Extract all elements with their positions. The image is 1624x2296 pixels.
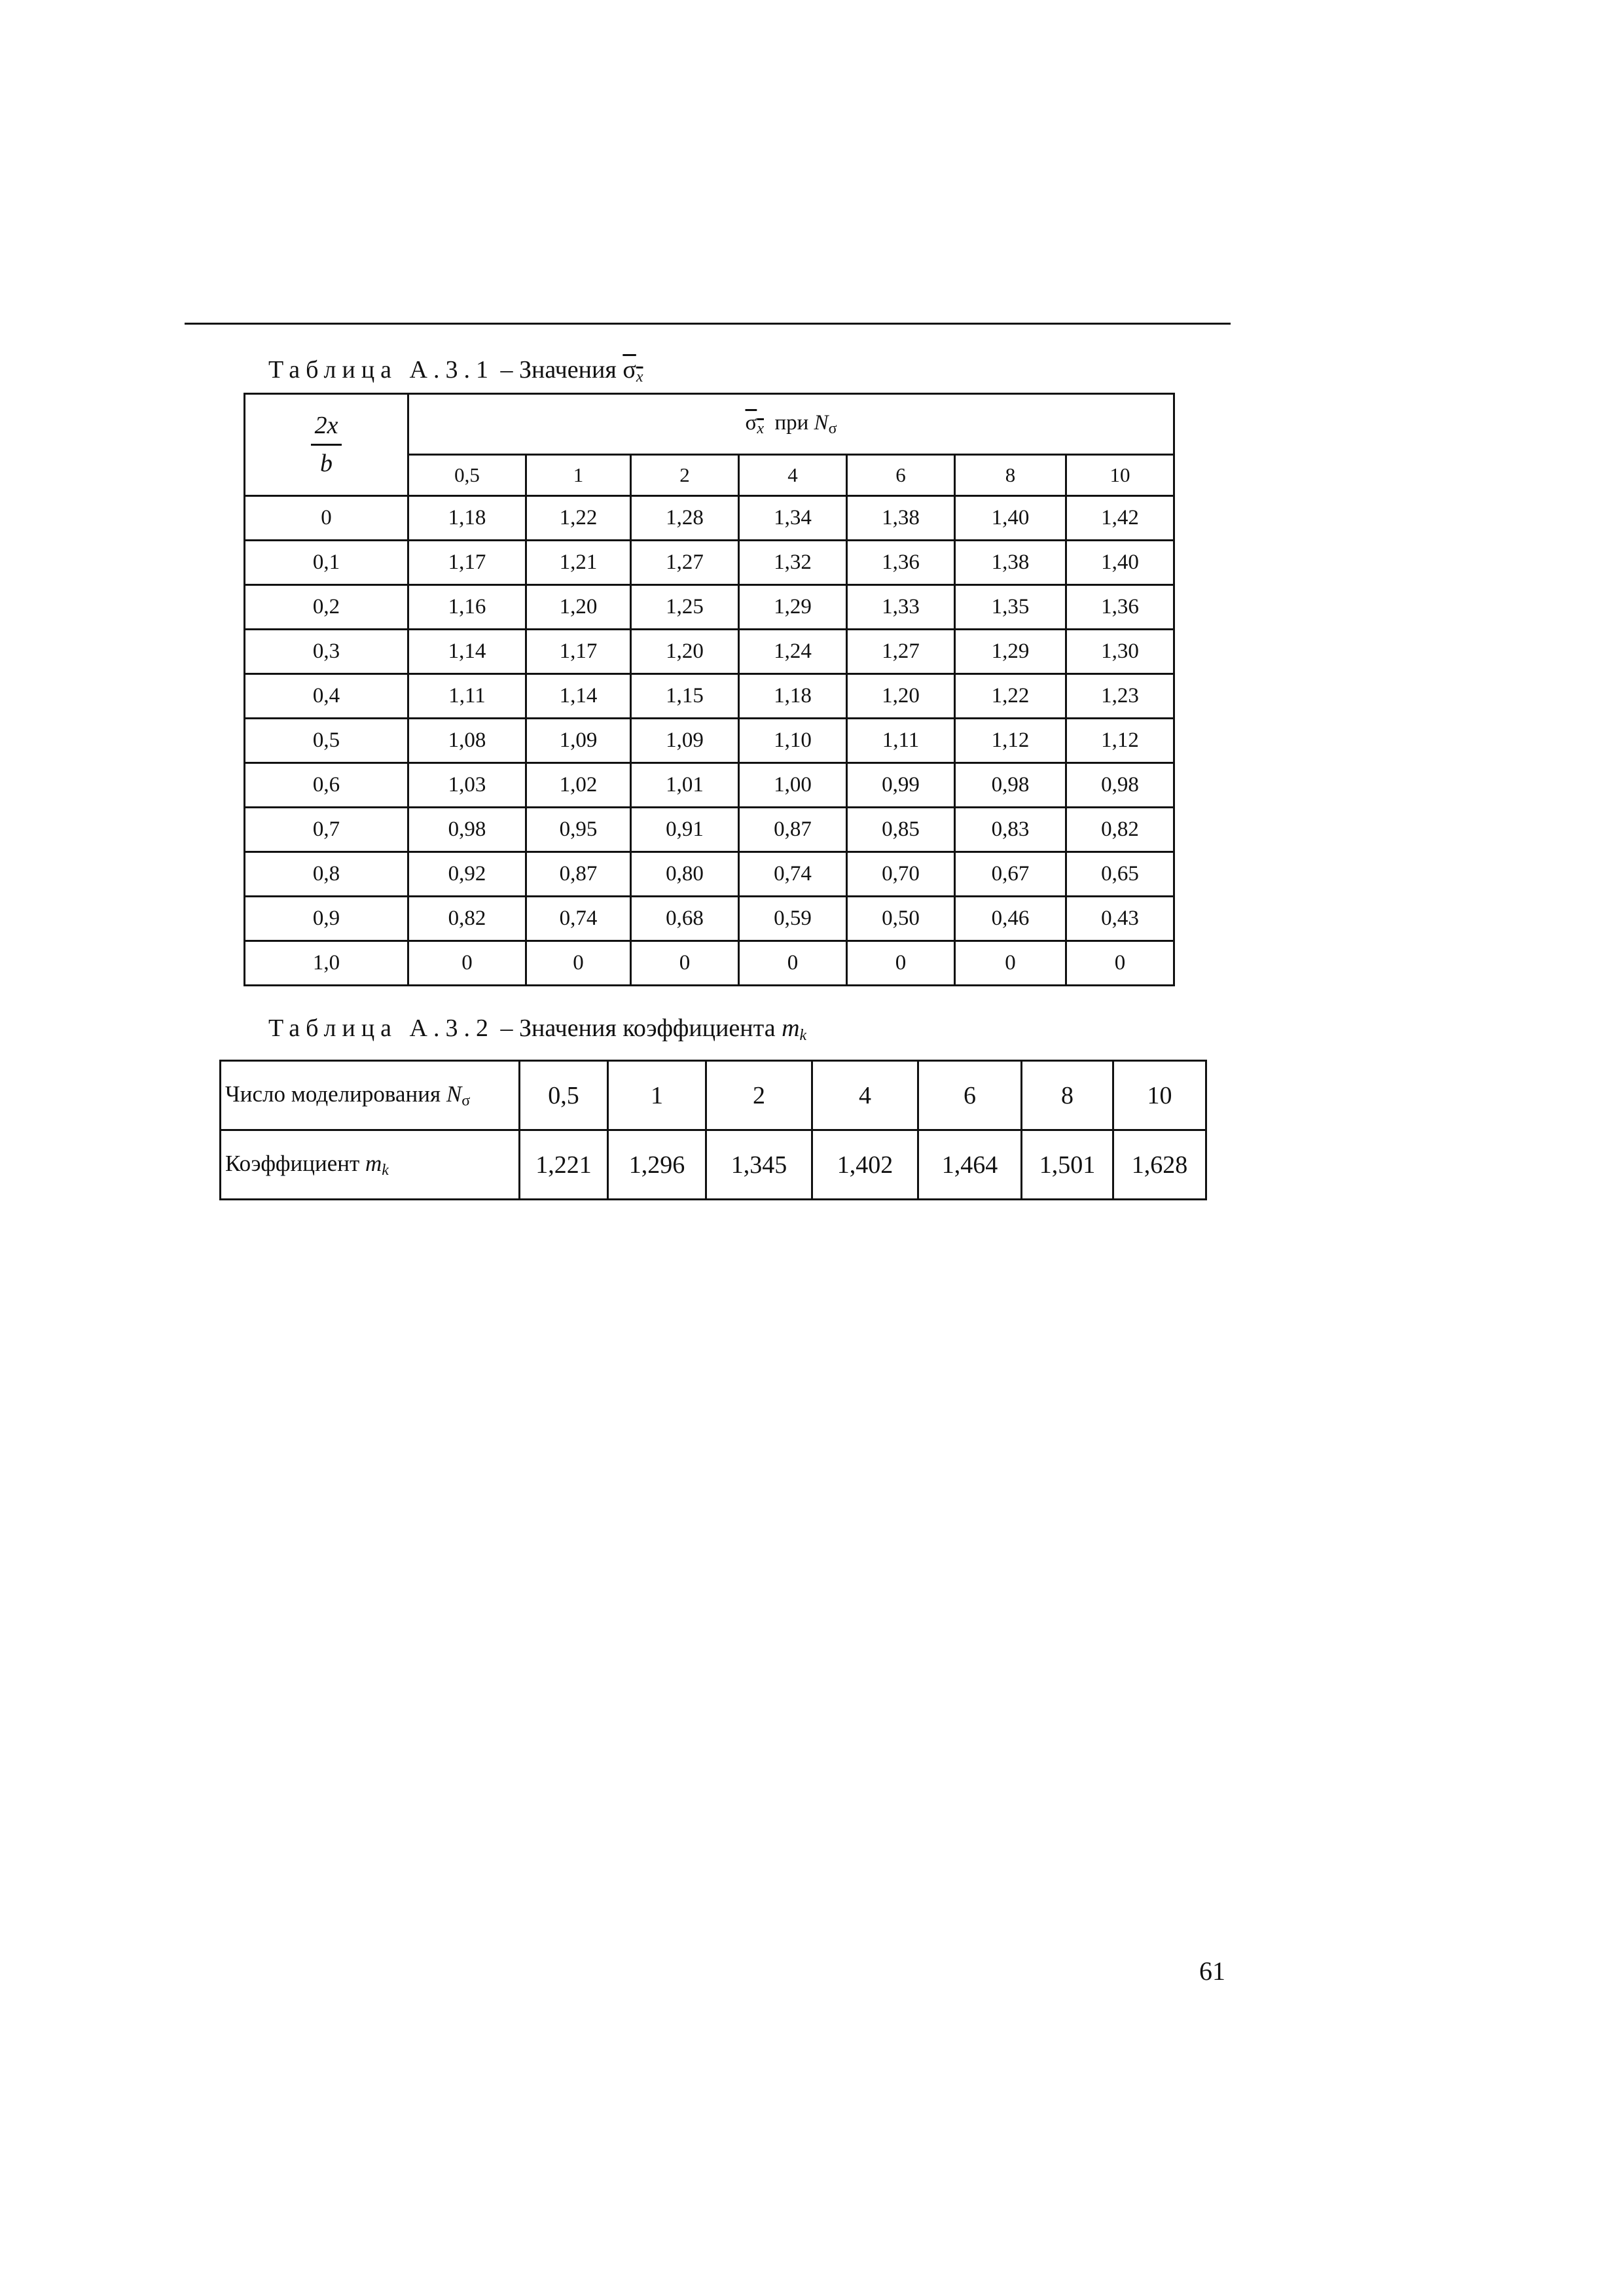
table-cell: 1,20 — [847, 674, 955, 719]
coefficient-value: 1,296 — [608, 1130, 706, 1200]
row-label: 1,0 — [245, 941, 408, 986]
coefficient-value: 1,402 — [812, 1130, 918, 1200]
table1-caption — [268, 357, 643, 385]
table-cell: 0,68 — [631, 897, 739, 941]
table-cell: 1,11 — [847, 719, 955, 763]
column-header: 1 — [526, 455, 631, 496]
table-cell: 1,14 — [408, 630, 526, 674]
ratio-denominator: b — [320, 450, 333, 477]
table-row — [245, 719, 1174, 763]
row-label: 0,5 — [245, 719, 408, 763]
table-cell: 1,16 — [408, 585, 526, 630]
modeling-count-value: 1 — [608, 1061, 706, 1130]
row-label: 0,6 — [245, 763, 408, 808]
table-cell: 1,27 — [847, 630, 955, 674]
table-row — [245, 808, 1174, 852]
row-label: 0,9 — [245, 897, 408, 941]
table-cell: 1,09 — [526, 719, 631, 763]
column-header: 2 — [631, 455, 739, 496]
table-cell: 1,29 — [955, 630, 1066, 674]
column-header: 10 — [1066, 455, 1174, 496]
column-header: 6 — [847, 455, 955, 496]
table-cell: 1,10 — [739, 719, 847, 763]
row-label-modeling-count — [221, 1061, 520, 1130]
table1-caption-sigma-x — [623, 356, 643, 384]
header-sigma-x — [746, 411, 764, 435]
table1-caption-prefix: Таблица А.3.1 — [268, 356, 494, 384]
table-cell: 0 — [526, 941, 631, 986]
table-cell: 1,20 — [631, 630, 739, 674]
coefficient-value: 1,345 — [706, 1130, 812, 1200]
table-cell: 1,12 — [1066, 719, 1174, 763]
table-cell: 1,17 — [408, 541, 526, 585]
coefficient-value: 1,221 — [520, 1130, 608, 1200]
header-sigma: σ — [745, 410, 757, 435]
header-pri: при — [774, 410, 809, 435]
table-cell: 1,38 — [847, 496, 955, 541]
table-cell: 1,18 — [408, 496, 526, 541]
table-cell: 1,30 — [1066, 630, 1174, 674]
table-cell: 0,50 — [847, 897, 955, 941]
modeling-count-value: 8 — [1022, 1061, 1113, 1130]
table-cell: 0 — [1066, 941, 1174, 986]
table-cell: 1,27 — [631, 541, 739, 585]
row-label: 0,3 — [245, 630, 408, 674]
table-cell: 0,87 — [526, 852, 631, 897]
table-cell: 1,12 — [955, 719, 1066, 763]
row-label-coefficient — [221, 1130, 520, 1200]
table-row — [245, 630, 1174, 674]
table-cell: 0,46 — [955, 897, 1066, 941]
table2-caption-m-sub: k — [799, 1027, 807, 1044]
modeling-count-value: 4 — [812, 1061, 918, 1130]
row-label: 0,7 — [245, 808, 408, 852]
table-cell: 0,74 — [526, 897, 631, 941]
table-cell: 0,43 — [1066, 897, 1174, 941]
table-cell: 0 — [955, 941, 1066, 986]
table-cell: 0,99 — [847, 763, 955, 808]
table-cell: 0,82 — [408, 897, 526, 941]
table-cell: 1,17 — [526, 630, 631, 674]
table-cell: 0 — [739, 941, 847, 986]
column-header: 0,5 — [408, 455, 526, 496]
table-cell: 1,15 — [631, 674, 739, 719]
row-label: 0 — [245, 496, 408, 541]
header-group — [408, 394, 1174, 455]
table-cell: 1,21 — [526, 541, 631, 585]
table-cell: 0,83 — [955, 808, 1066, 852]
coefficient-label: Коэффициент — [225, 1150, 360, 1176]
table-cell: 1,33 — [847, 585, 955, 630]
column-header: 8 — [955, 455, 1066, 496]
table-cell: 0,59 — [739, 897, 847, 941]
table-row — [245, 897, 1174, 941]
table1-caption-sub: x — [636, 368, 643, 386]
table-cell: 1,22 — [526, 496, 631, 541]
table1-caption-dash: – — [500, 356, 513, 384]
table2-caption-dash: – — [500, 1014, 513, 1042]
coefficient-m: m — [365, 1150, 382, 1176]
table-cell: 0,92 — [408, 852, 526, 897]
table-row — [245, 585, 1174, 630]
table-cell: 0,98 — [1066, 763, 1174, 808]
table2-caption — [268, 1016, 806, 1043]
coefficient-value: 1,628 — [1113, 1130, 1206, 1200]
table-cell: 0,91 — [631, 808, 739, 852]
table-cell: 1,01 — [631, 763, 739, 808]
table-row — [245, 496, 1174, 541]
table2-caption-m: m — [782, 1014, 800, 1042]
table-cell: 0,82 — [1066, 808, 1174, 852]
row-label: 0,1 — [245, 541, 408, 585]
modeling-count-value: 2 — [706, 1061, 812, 1130]
table-cell: 0 — [408, 941, 526, 986]
table-cell: 1,02 — [526, 763, 631, 808]
table-cell: 1,08 — [408, 719, 526, 763]
table2-caption-prefix: Таблица А.3.2 — [268, 1014, 494, 1042]
table-cell: 1,23 — [1066, 674, 1174, 719]
modeling-count-label: Число моделирования — [225, 1081, 441, 1107]
header-n-sub: σ — [828, 420, 837, 437]
table-a32 — [219, 1060, 1207, 1200]
table-cell: 0,98 — [955, 763, 1066, 808]
table-cell: 1,40 — [955, 496, 1066, 541]
table-cell: 1,42 — [1066, 496, 1174, 541]
table-cell: 0,80 — [631, 852, 739, 897]
table-cell: 1,00 — [739, 763, 847, 808]
table-a31 — [244, 393, 1175, 986]
table-cell: 1,38 — [955, 541, 1066, 585]
table-cell: 1,35 — [955, 585, 1066, 630]
table-cell: 1,24 — [739, 630, 847, 674]
table-cell: 1,20 — [526, 585, 631, 630]
table-row — [245, 674, 1174, 719]
modeling-count-value: 10 — [1113, 1061, 1206, 1130]
modeling-count-n: N — [446, 1081, 462, 1107]
table-cell: 1,11 — [408, 674, 526, 719]
modeling-count-value: 0,5 — [520, 1061, 608, 1130]
header-sub: x — [757, 420, 764, 437]
column-header: 4 — [739, 455, 847, 496]
modeling-count-value: 6 — [918, 1061, 1022, 1130]
table-cell: 0,87 — [739, 808, 847, 852]
table-cell: 1,40 — [1066, 541, 1174, 585]
row-label: 0,8 — [245, 852, 408, 897]
table-cell: 0,98 — [408, 808, 526, 852]
table1-caption-text: Значения — [518, 356, 617, 384]
row-label: 0,2 — [245, 585, 408, 630]
table2-caption-text: Значения коэффициента — [518, 1014, 776, 1042]
table-cell: 0,67 — [955, 852, 1066, 897]
table-cell: 1,32 — [739, 541, 847, 585]
page-number: 61 — [1199, 1956, 1225, 1986]
row-label: 0,4 — [245, 674, 408, 719]
header-n: N — [814, 410, 829, 435]
table-cell: 0 — [847, 941, 955, 986]
ratio-numerator: 2x — [311, 410, 342, 446]
table-cell: 0,85 — [847, 808, 955, 852]
table-cell: 1,29 — [739, 585, 847, 630]
ratio-2x-b — [311, 410, 342, 480]
table-cell: 1,18 — [739, 674, 847, 719]
table-cell: 0,95 — [526, 808, 631, 852]
coefficient-value: 1,464 — [918, 1130, 1022, 1200]
table-cell: 1,34 — [739, 496, 847, 541]
table-row — [245, 941, 1174, 986]
table-cell: 0 — [631, 941, 739, 986]
table-cell: 1,28 — [631, 496, 739, 541]
corner-cell — [245, 394, 408, 496]
table-cell: 0,74 — [739, 852, 847, 897]
table-row — [245, 852, 1174, 897]
coefficient-m-sub: k — [382, 1161, 389, 1179]
table-cell: 1,14 — [526, 674, 631, 719]
table-cell: 1,09 — [631, 719, 739, 763]
table-cell: 0,65 — [1066, 852, 1174, 897]
header-rule — [185, 323, 1231, 325]
table-cell: 1,22 — [955, 674, 1066, 719]
table-cell: 1,36 — [847, 541, 955, 585]
table-cell: 1,36 — [1066, 585, 1174, 630]
coefficient-value: 1,501 — [1022, 1130, 1113, 1200]
table-cell: 0,70 — [847, 852, 955, 897]
modeling-count-n-sub: σ — [461, 1092, 471, 1109]
table-cell: 1,25 — [631, 585, 739, 630]
table1-caption-sigma: σ — [623, 356, 636, 384]
table-cell: 1,03 — [408, 763, 526, 808]
table-row — [245, 763, 1174, 808]
table-row — [245, 541, 1174, 585]
